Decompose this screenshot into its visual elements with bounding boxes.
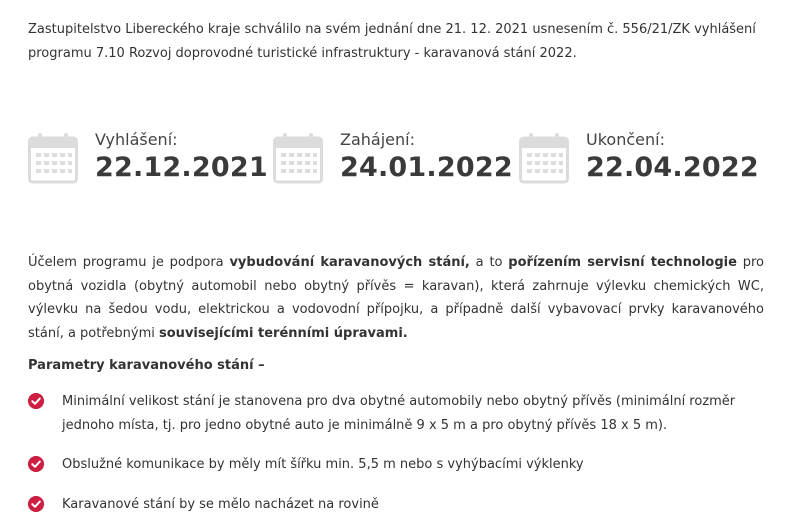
date-value: 22.12.2021 (95, 152, 268, 183)
date-label: Vyhlášení: (95, 130, 178, 149)
check-circle-icon (28, 496, 44, 512)
purpose-bold: vybudování karavanových stání, (229, 255, 470, 270)
list-item-text: Karavanové stání by se mělo nacházet na rovině (62, 497, 379, 512)
check-circle-icon (28, 456, 44, 472)
check-circle-icon (28, 393, 44, 409)
date-value: 24.01.2022 (340, 152, 513, 183)
purpose-bold: pořízením servisní technologie (508, 255, 737, 270)
purpose-text: pro obytná vozidla (obytný automobil nebo obytný přívěs = karavan), která zahrnuje výlevku chemických WC, výlevku na šedou vodu, elektrickou a vodovodní přípojku, a případně další vybavovací prvky karavanového stání, a potřebnými (28, 255, 764, 341)
params-heading: Parametry karavanového stání – (28, 358, 265, 373)
calendar-icon (519, 132, 569, 184)
purpose-paragraph (28, 251, 764, 345)
purpose-bold: souvisejícími terénními úpravami. (159, 325, 408, 341)
calendar-icon (273, 132, 323, 184)
intro-text: Zastupitelstvo Libereckého kraje schválilo na svém jednání dne 21. 12. 2021 usnesením č. 556/21/ZK vyhlášení programu 7.10 Rozvoj doprovodné turistické infrastruktury - karavanová stání 2022. (28, 22, 756, 61)
calendar-icon (28, 132, 78, 184)
date-value: 22.04.2022 (586, 152, 759, 183)
list-item-text: Minimální velikost stání je stanovena pro dva obytné automobily nebo obytný přívěs (minimální rozměr jednoho místa, tj. pro jedno obytné auto je minimálně 9 x 5 m a pro obytný přívěs 18 x 5 m). (62, 394, 736, 433)
list-item-text: Obslužné komunikace by měly mít šířku min. 5,5 m nebo s vyhýbacími výklenky (62, 457, 584, 472)
purpose-text: Účelem programu je podpora (28, 255, 230, 270)
date-label: Ukončení: (586, 130, 665, 149)
date-label: Zahájení: (340, 130, 415, 149)
dates-row (28, 130, 768, 190)
purpose-text: a to (469, 255, 509, 270)
